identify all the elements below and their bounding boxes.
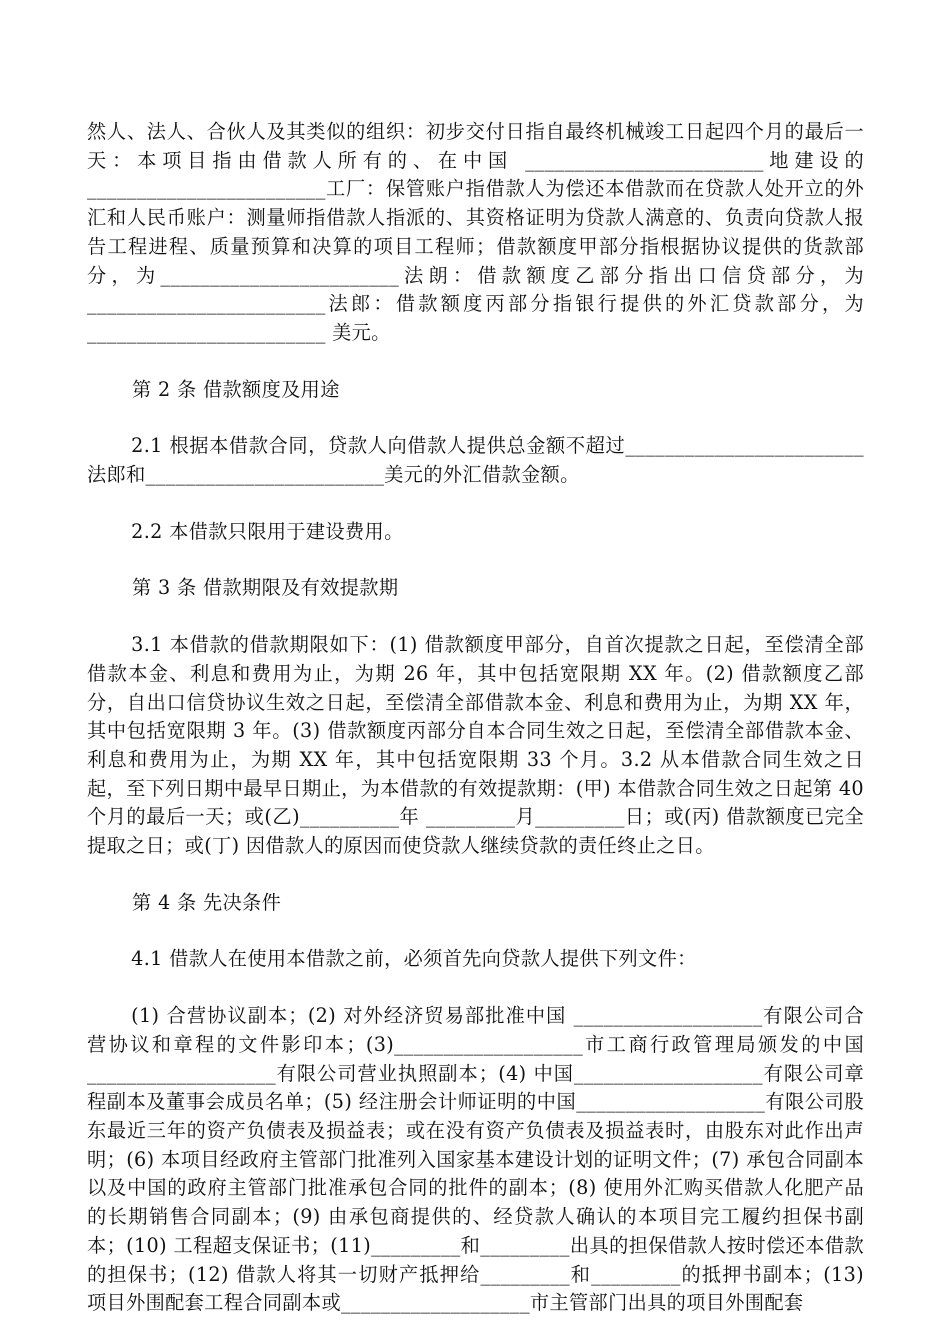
clause-2-1: 2.1 根据本借款合同，贷款人向借款人提供总金额不超过________________________法郎和________________________美元的外汇借款金额。 (87, 434, 864, 487)
clause-4-1: 4.1 借款人在使用本借款之前，必须首先向贷款人提供下列文件： (131, 947, 697, 971)
clause-3-1: 3.1 本借款的借款期限如下：(1) 借款额度甲部分，自首次提款之日起，至偿清全部借款本金、利息和费用为止，为期 26 年，其中包括宽限期 XX 年。(2) 借款额度乙部分，自出口信贷协议生效之日起，至偿清全部借款本金、利息和费用为止，为期 XX 年，其中包括宽限期 3 年。(3) 借款额度丙部分自本合同生效之日起，至偿清全部借款本金、利息和费用为止，为期 XX 年，其中包括宽限期 33 个月。3.2 从本借款合同生效之日起，至下列日期中最早日期止，为本借款的有效提款期：(甲) 本借款合同生效之日起第 40 个月的最后一天；或(乙)__________年 _________月_________日；或(丙) 借款额度已完全提取之日；或(丁) 因借款人的原因而使贷款人继续贷款的责任终止之日。 (87, 633, 864, 858)
article-2-heading: 第 2 条 借款额度及用途 (132, 377, 340, 401)
clause-2-2: 2.2 本借款只限用于建设费用。 (131, 519, 404, 543)
article-3-heading: 第 3 条 借款期限及有效提款期 (132, 576, 399, 600)
document-list-paragraph: (1) 合营协议副本；(2) 对外经济贸易部批准中国 ___________________有限公司合营协议和章程的文件影印本；(3)___________________市工商行政管理局颁发的中国___________________有限公司营业执照副本；(4) 中国___________________有限公司章程副本及董事会成员名单；(5) 经注册会计师证明的中国___________________有限公司股东最近三年的资产负债表及损益表；或在没有资产负债表及损益表时，由股东对此作出声明；(6) 本项目经政府主管部门批准列入国家基本建设计划的证明文件；(7) 承包合同副本以及中国的政府主管部门批准承包合同的批件的副本；(8) 使用外汇购买借款人化肥产品的长期销售合同副本；(9) 由承包商提供的、经贷款人确认的本项目完工履约担保书副本；(10) 工程超支保证书；(11)_________和_________出具的担保借款人按时偿还本借款的担保书；(12) 借款人将其一切财产抵押给_________和_________的抵押书副本；(13) 项目外围配套工程合同副本或___________________市主管部门出具的项目外围配套 (87, 1004, 864, 1315)
document-body (87, 118, 864, 1318)
definitions-paragraph: 然人、法人、合伙人及其类似的组织：初步交付日指自最终机械竣工日起四个月的最后一天：本项目指由借款人所有的、在中国 ________________________地建设的________________________工厂：保管账户指借款人为偿还本借款而在贷款人处开立的外汇和人民币账户：测量师指借款人指派的、其资格证明为贷款人满意的、负责向贷款人报告工程进程、质量预算和决算的项目工程师；借款额度甲部分指根据协议提供的货款部分，为________________________法朗：借款额度乙部分指出口信贷部分，为 ________________________法郎：借款额度丙部分指银行提供的外汇贷款部分，为________________________ 美元。 (87, 120, 864, 344)
article-4-heading: 第 4 条 先决条件 (132, 890, 282, 914)
